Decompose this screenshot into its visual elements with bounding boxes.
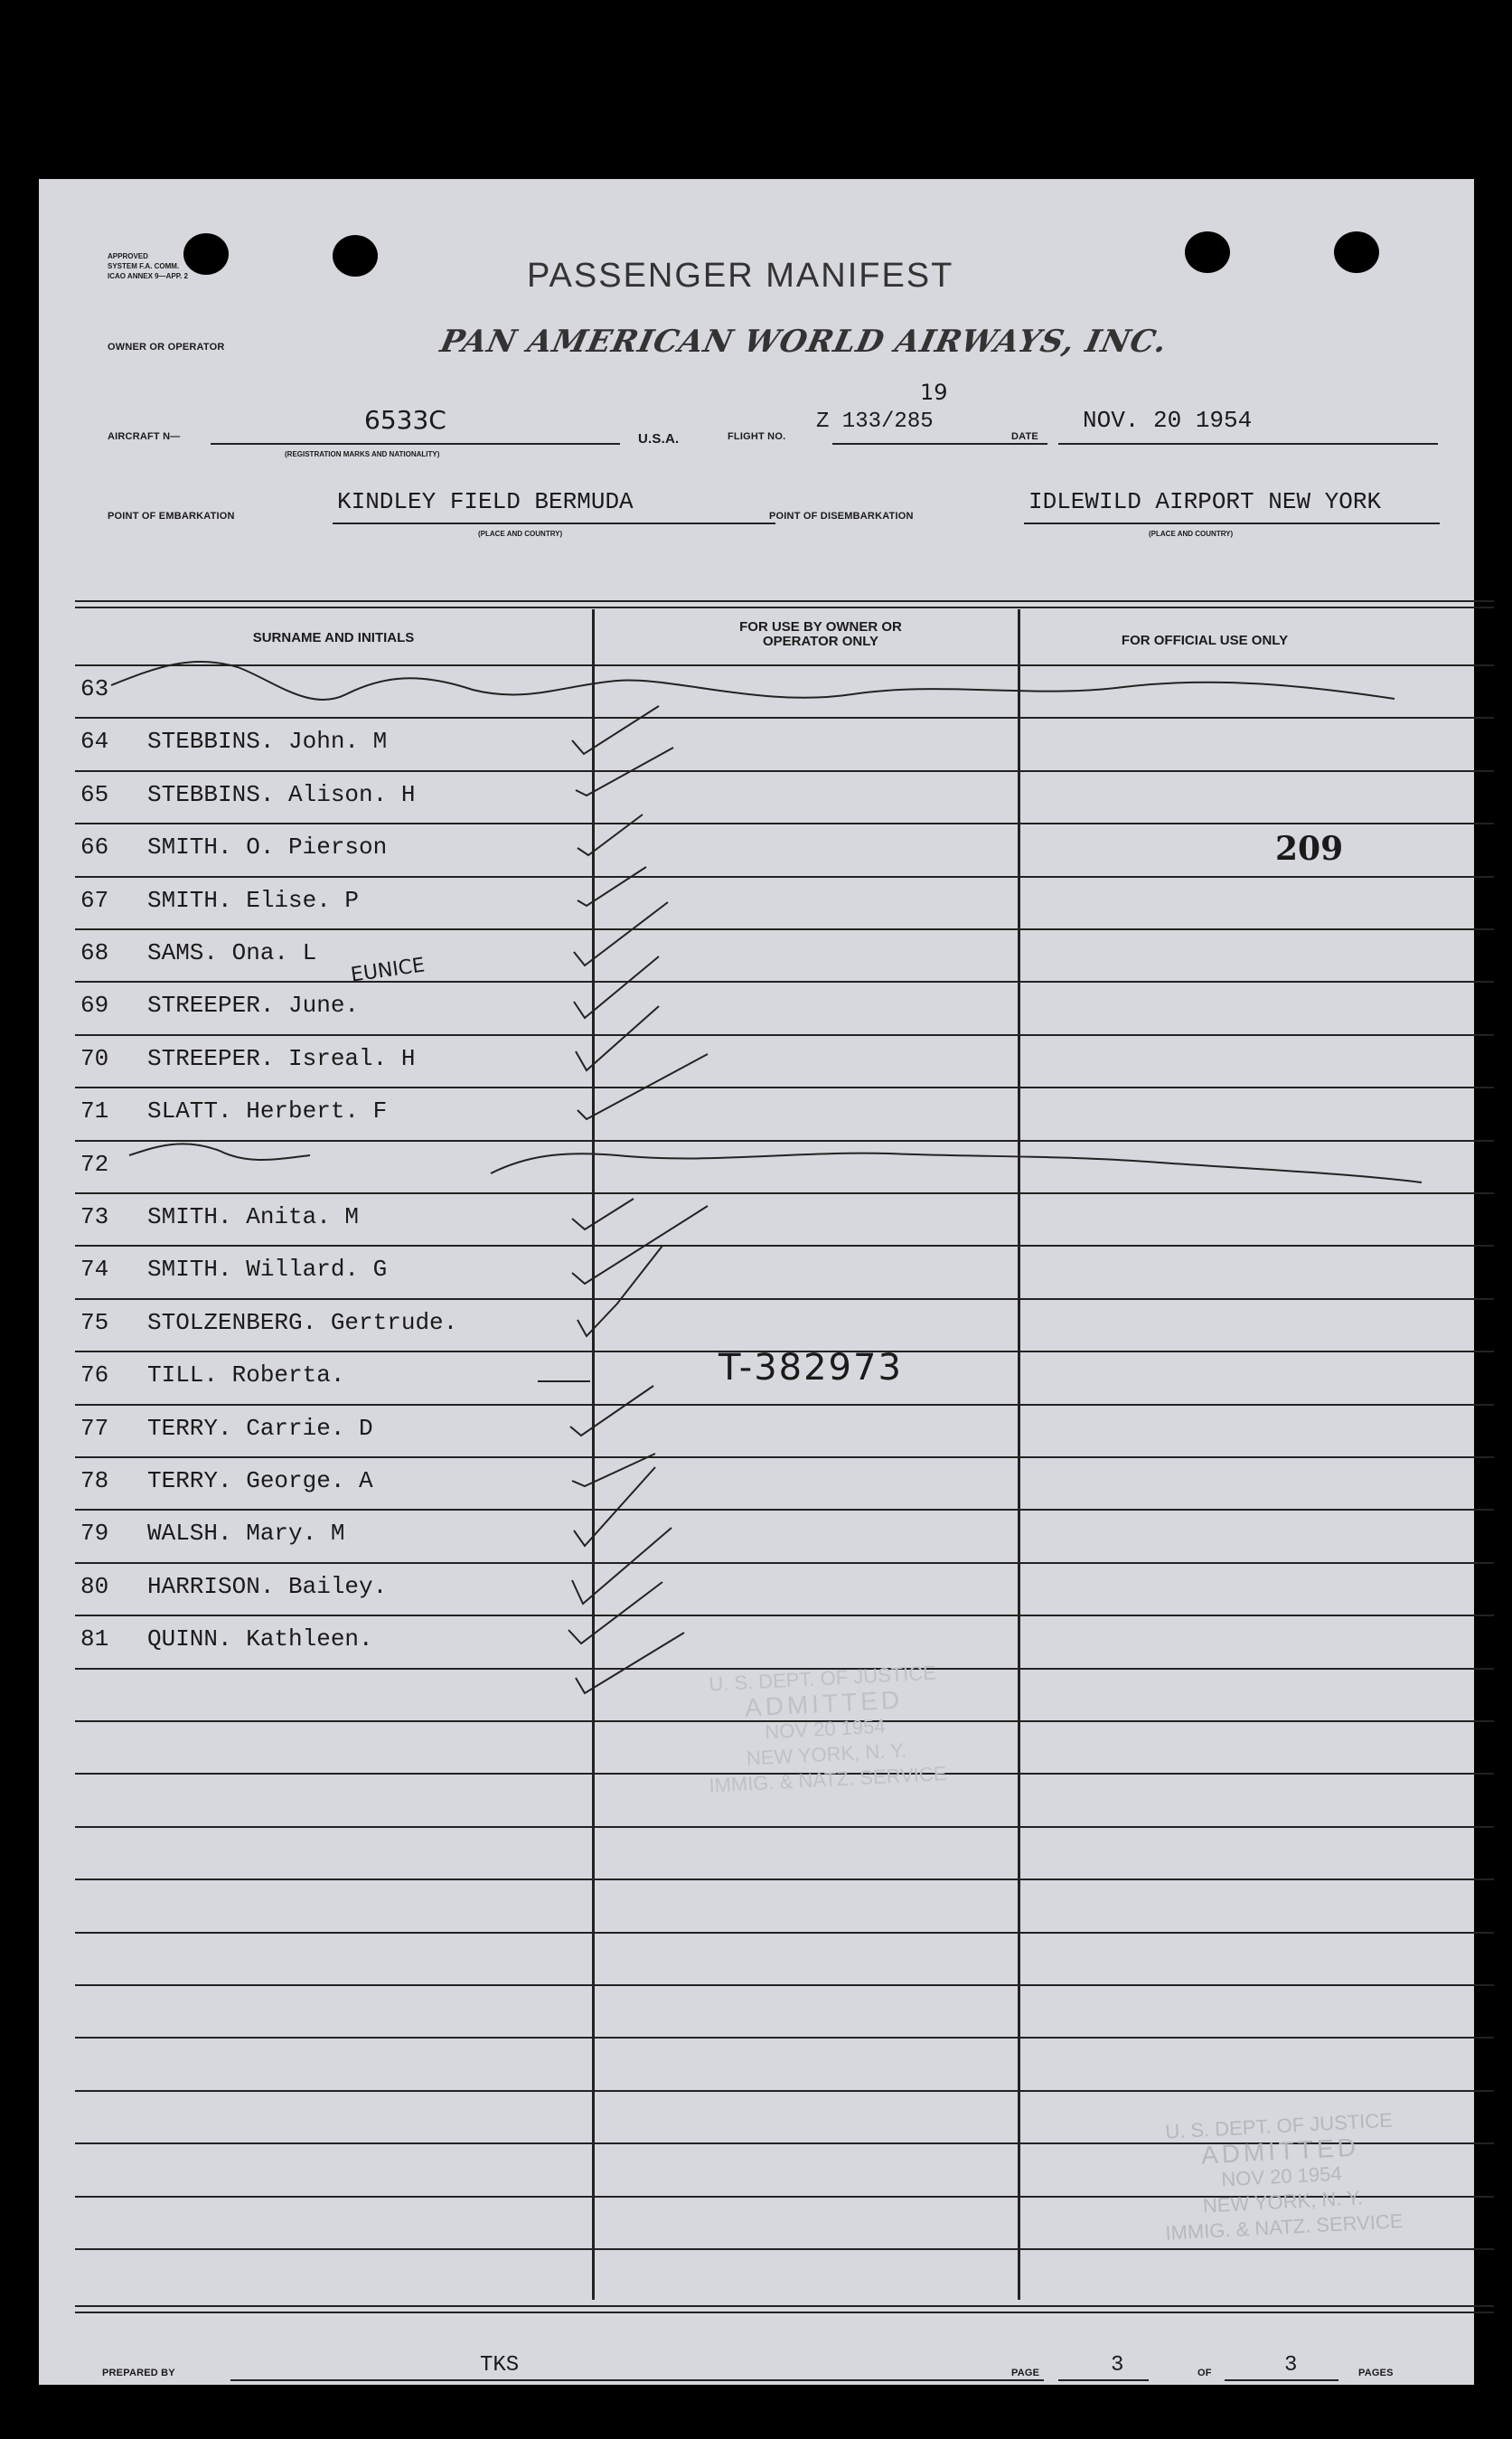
of-label: OF bbox=[1197, 2368, 1212, 2378]
passenger-name: HARRISON. Bailey. bbox=[147, 1573, 388, 1600]
passenger-name: SAMS. Ona. L bbox=[147, 939, 317, 966]
passenger-name: STOLZENBERG. Gertrude. bbox=[147, 1309, 458, 1336]
page-value: 3 bbox=[1111, 2353, 1124, 2378]
embark-caption: (PLACE AND COUNTRY) bbox=[478, 530, 563, 538]
row-number: 74 bbox=[80, 1256, 109, 1283]
owner-value: PAN AMERICAN WORLD AIRWAYS, INC. bbox=[437, 324, 1171, 360]
row-number: 70 bbox=[80, 1045, 109, 1072]
row-number: 67 bbox=[80, 887, 109, 914]
page-title: PASSENGER MANIFEST bbox=[527, 257, 954, 295]
row-number: 75 bbox=[80, 1309, 109, 1336]
handwritten-correction: EUNICE bbox=[349, 954, 427, 987]
row-number: 81 bbox=[80, 1625, 109, 1653]
date-value: NOV. 20 1954 bbox=[1083, 407, 1253, 434]
passenger-name: SMITH. O. Pierson bbox=[147, 833, 388, 861]
row-number: 80 bbox=[80, 1573, 109, 1600]
embark-value: KINDLEY FIELD BERMUDA bbox=[337, 488, 634, 515]
col-header-surname: SURNAME AND INITIALS bbox=[252, 630, 415, 645]
manifest-page bbox=[39, 179, 1474, 2385]
row-number: 79 bbox=[80, 1520, 109, 1547]
aircraft-value: 6533C bbox=[364, 405, 446, 435]
prepared-label: PREPARED BY bbox=[102, 2368, 175, 2378]
row-number: 71 bbox=[80, 1097, 109, 1125]
passenger-name: STEBBINS. Alison. H bbox=[147, 781, 416, 808]
passenger-name: TILL. Roberta. bbox=[147, 1361, 345, 1389]
row-number: 78 bbox=[80, 1467, 109, 1494]
passenger-name: STEBBINS. John. M bbox=[147, 728, 388, 755]
disembark-label: POINT OF DISEMBARKATION bbox=[769, 511, 914, 522]
disembark-caption: (PLACE AND COUNTRY) bbox=[1149, 530, 1234, 538]
passenger-name: STREEPER. June. bbox=[147, 992, 360, 1019]
passenger-name: SLATT. Herbert. F bbox=[147, 1097, 388, 1125]
row-number: 68 bbox=[80, 939, 109, 966]
usa-label: U.S.A. bbox=[638, 431, 680, 447]
registration-caption: (REGISTRATION MARKS AND NATIONALITY) bbox=[285, 450, 440, 458]
passenger-name: TERRY. Carrie. D bbox=[147, 1415, 373, 1442]
flight-label: FLIGHT NO. bbox=[728, 431, 786, 442]
immigration-stamp: U. S. DEPT. OF JUSTICE ADMITTED NOV 20 1954 NEW YORK, N. Y. IMMIG. & NATZ. SERVICE bbox=[1164, 2108, 1404, 2245]
passenger-name: TERRY. George. A bbox=[147, 1467, 373, 1494]
official-entry: 209 bbox=[1275, 830, 1344, 868]
passenger-name: SMITH. Elise. P bbox=[147, 887, 360, 914]
pages-label: PAGES bbox=[1358, 2368, 1394, 2378]
row-number: 73 bbox=[80, 1203, 109, 1230]
row-number: 66 bbox=[80, 833, 109, 861]
passenger-name: QUINN. Kathleen. bbox=[147, 1625, 373, 1653]
row-number: 64 bbox=[80, 728, 109, 755]
immigration-stamp: U. S. DEPT. OF JUSTICE ADMITTED NOV 20 1954 NEW YORK, N. Y. IMMIG. & NATZ. SERVICE bbox=[708, 1661, 947, 1797]
of-value: 3 bbox=[1284, 2353, 1298, 2378]
row-number: 77 bbox=[80, 1415, 109, 1442]
flight-value: Z 133/285 bbox=[816, 410, 934, 434]
owner-label: OWNER OR OPERATOR bbox=[108, 342, 225, 353]
date-label: DATE bbox=[1011, 431, 1038, 442]
passenger-name: SMITH. Willard. G bbox=[147, 1256, 388, 1283]
owner-note: T-382973 bbox=[718, 1347, 903, 1389]
disembark-value: IDLEWILD AIRPORT NEW YORK bbox=[1028, 488, 1382, 515]
page-label: PAGE bbox=[1011, 2368, 1040, 2378]
row-number: 76 bbox=[80, 1361, 109, 1389]
prepared-value: TKS bbox=[480, 2353, 520, 2378]
col-header-owner: FOR USE BY OWNER OR OPERATOR ONLY bbox=[739, 619, 902, 649]
embark-label: POINT OF EMBARKATION bbox=[108, 511, 235, 522]
flight-handwritten: 19 bbox=[920, 380, 948, 405]
aircraft-label: AIRCRAFT N— bbox=[108, 431, 181, 442]
col-header-official: FOR OFFICIAL USE ONLY bbox=[1121, 633, 1289, 648]
row-number: 72 bbox=[80, 1151, 109, 1178]
row-number: 63 bbox=[80, 675, 109, 702]
row-number: 65 bbox=[80, 781, 109, 808]
passenger-name: SMITH. Anita. M bbox=[147, 1203, 360, 1230]
passenger-name: WALSH. Mary. M bbox=[147, 1520, 345, 1547]
row-number: 69 bbox=[80, 992, 109, 1019]
handwriting-layer bbox=[39, 179, 1474, 2385]
passenger-name: STREEPER. Isreal. H bbox=[147, 1045, 416, 1072]
approval-block: APPROVED SYSTEM F.A. COMM. ICAO ANNEX 9—APP. 2 bbox=[108, 252, 188, 280]
